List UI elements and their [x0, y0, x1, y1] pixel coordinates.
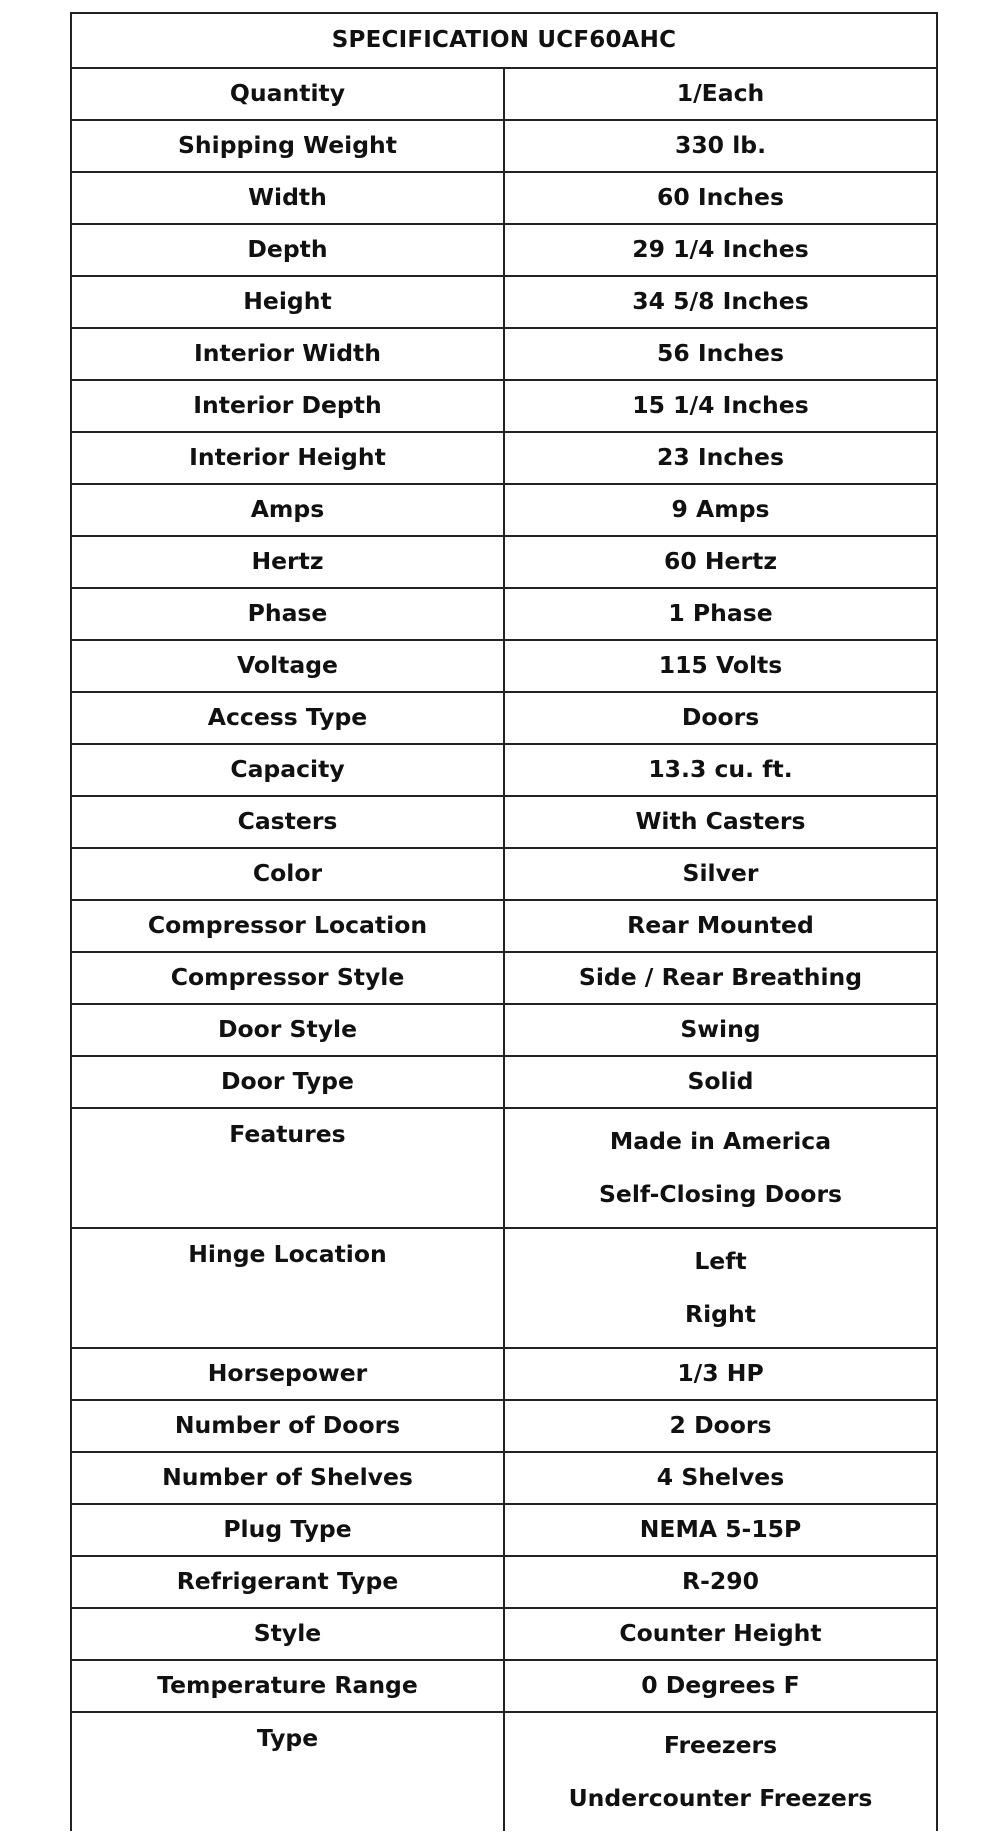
- spec-label: Horsepower: [71, 1348, 504, 1400]
- spec-value: 34 5/8 Inches: [504, 276, 937, 328]
- spec-value: Doors: [504, 692, 937, 744]
- spec-label: Hertz: [71, 536, 504, 588]
- spec-value-item: Right: [685, 1300, 756, 1328]
- spec-value: 60 Hertz: [504, 536, 937, 588]
- specification-rows: [71, 68, 937, 1831]
- spec-row: [71, 276, 937, 328]
- spec-value-list: [504, 1228, 937, 1348]
- spec-row: [71, 588, 937, 640]
- spec-row: [71, 1400, 937, 1452]
- spec-row: [71, 1228, 937, 1348]
- spec-label: Interior Depth: [71, 380, 504, 432]
- spec-value-lines: [505, 1235, 936, 1341]
- spec-label: Style: [71, 1608, 504, 1660]
- spec-value-item: Freezers: [663, 1731, 778, 1759]
- spec-row: [71, 1004, 937, 1056]
- spec-row: [71, 1056, 937, 1108]
- spec-value: 330 lb.: [504, 120, 937, 172]
- spec-value: 0 Degrees F: [504, 1660, 937, 1712]
- spec-label: Type: [71, 1712, 504, 1831]
- spec-row: [71, 172, 937, 224]
- spec-row: [71, 536, 937, 588]
- spec-row: [71, 692, 937, 744]
- spec-row: [71, 120, 937, 172]
- table-header-row: [71, 13, 937, 68]
- spec-value: With Casters: [504, 796, 937, 848]
- spec-label: Refrigerant Type: [71, 1556, 504, 1608]
- spec-label: Quantity: [71, 68, 504, 120]
- spec-row: [71, 900, 937, 952]
- spec-label: Hinge Location: [71, 1228, 504, 1348]
- spec-value: 115 Volts: [504, 640, 937, 692]
- specification-table: [70, 12, 938, 1831]
- spec-value-item: Made in America: [609, 1127, 832, 1155]
- spec-row: [71, 796, 937, 848]
- spec-row: [71, 328, 937, 380]
- spec-label: Capacity: [71, 744, 504, 796]
- spec-value: Swing: [504, 1004, 937, 1056]
- spec-label: Access Type: [71, 692, 504, 744]
- spec-row: [71, 432, 937, 484]
- spec-row: [71, 744, 937, 796]
- spec-value-item: Left: [694, 1247, 747, 1275]
- spec-value: 9 Amps: [504, 484, 937, 536]
- spec-label: Amps: [71, 484, 504, 536]
- spec-value: Rear Mounted: [504, 900, 937, 952]
- spec-row: [71, 640, 937, 692]
- spec-row: [71, 68, 937, 120]
- spec-label: Plug Type: [71, 1504, 504, 1556]
- spec-label: Width: [71, 172, 504, 224]
- spec-value: 13.3 cu. ft.: [504, 744, 937, 796]
- spec-label: Shipping Weight: [71, 120, 504, 172]
- spec-value: Side / Rear Breathing: [504, 952, 937, 1004]
- spec-value-item: Undercounter Freezers: [568, 1784, 873, 1812]
- spec-value: 15 1/4 Inches: [504, 380, 937, 432]
- spec-label: Interior Width: [71, 328, 504, 380]
- spec-label: Depth: [71, 224, 504, 276]
- spec-value-list: [504, 1108, 937, 1228]
- spec-value: 56 Inches: [504, 328, 937, 380]
- spec-label: Compressor Style: [71, 952, 504, 1004]
- spec-value-lines: [505, 1719, 936, 1825]
- spec-value: NEMA 5-15P: [504, 1504, 937, 1556]
- spec-row: [71, 1504, 937, 1556]
- spec-value: R-290: [504, 1556, 937, 1608]
- spec-label: Phase: [71, 588, 504, 640]
- spec-value: 23 Inches: [504, 432, 937, 484]
- spec-row: [71, 1556, 937, 1608]
- spec-label: Number of Shelves: [71, 1452, 504, 1504]
- spec-value: Counter Height: [504, 1608, 937, 1660]
- spec-label: Color: [71, 848, 504, 900]
- spec-value: 1/3 HP: [504, 1348, 937, 1400]
- spec-row: [71, 1660, 937, 1712]
- spec-value: 1/Each: [504, 68, 937, 120]
- spec-label: Features: [71, 1108, 504, 1228]
- spec-label: Casters: [71, 796, 504, 848]
- spec-value: 60 Inches: [504, 172, 937, 224]
- spec-label: Number of Doors: [71, 1400, 504, 1452]
- spec-value: 29 1/4 Inches: [504, 224, 937, 276]
- spec-row: [71, 1712, 937, 1831]
- specification-title: SPECIFICATION UCF60AHC: [71, 13, 937, 68]
- spec-label: Compressor Location: [71, 900, 504, 952]
- spec-row: [71, 224, 937, 276]
- spec-value-item: Self-Closing Doors: [598, 1180, 843, 1208]
- spec-value: 2 Doors: [504, 1400, 937, 1452]
- spec-label: Door Style: [71, 1004, 504, 1056]
- spec-value: Solid: [504, 1056, 937, 1108]
- spec-row: [71, 380, 937, 432]
- spec-value: Silver: [504, 848, 937, 900]
- spec-row: [71, 1108, 937, 1228]
- spec-value-list: [504, 1712, 937, 1831]
- spec-label: Height: [71, 276, 504, 328]
- spec-label: Voltage: [71, 640, 504, 692]
- spec-row: [71, 952, 937, 1004]
- spec-value: 1 Phase: [504, 588, 937, 640]
- spec-row: [71, 1348, 937, 1400]
- spec-label: Door Type: [71, 1056, 504, 1108]
- spec-row: [71, 1608, 937, 1660]
- spec-value: 4 Shelves: [504, 1452, 937, 1504]
- spec-label: Interior Height: [71, 432, 504, 484]
- spec-row: [71, 848, 937, 900]
- spec-row: [71, 484, 937, 536]
- spec-row: [71, 1452, 937, 1504]
- spec-label: Temperature Range: [71, 1660, 504, 1712]
- spec-value-lines: [505, 1115, 936, 1221]
